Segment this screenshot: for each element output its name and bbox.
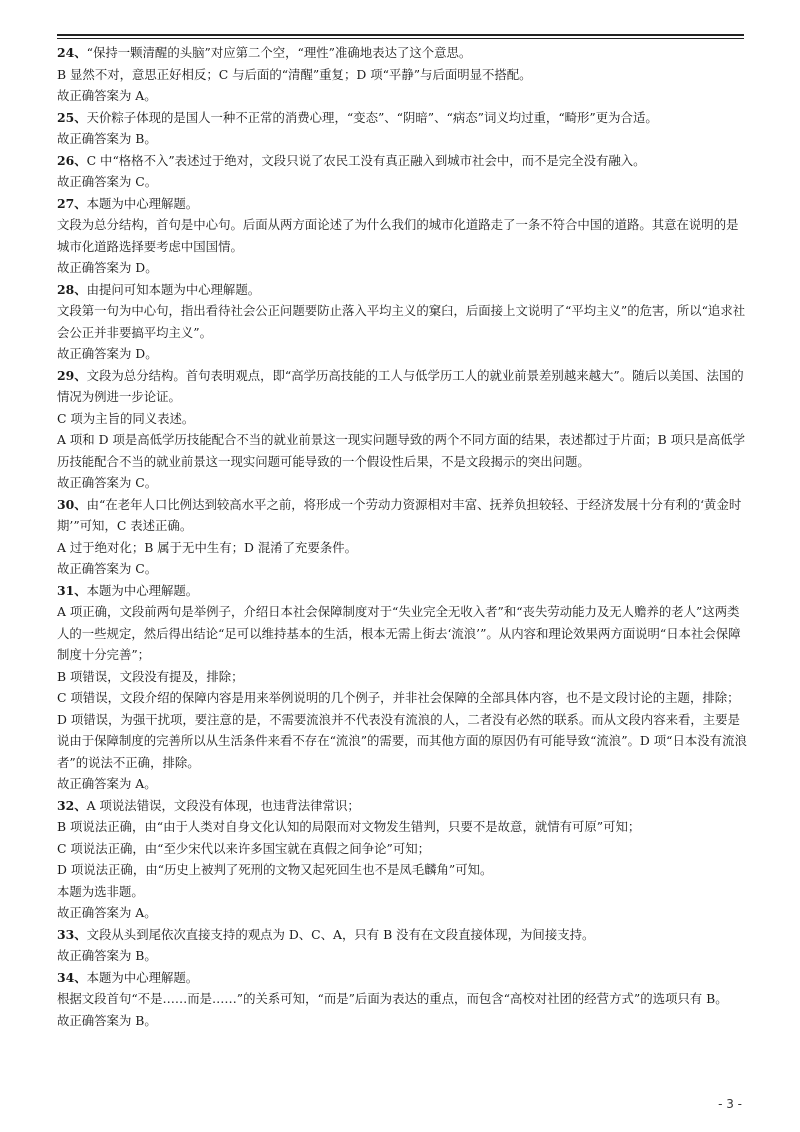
explanation-text: C 项错误，文段介绍的保障内容是用来举例说明的几个例子，并非社会保障的全部具体内容，也不是文段讨论的主题，排除； [57,690,740,705]
header-rule-thin [57,38,744,39]
explanation-line [57,300,747,343]
question-explanation [57,580,747,602]
explanation-text: 本题为选非题。 [57,883,144,899]
explanation-line [57,666,747,688]
explanation-line [57,257,747,279]
question-explanation [57,107,747,129]
explanation-text: 故正确答案为 A。 [57,776,157,791]
question-number: 33、 [57,926,87,942]
explanation-line [57,1010,747,1032]
question-explanation [57,193,747,215]
explanation-line [57,472,747,494]
question-number: 26、 [57,152,87,168]
explanation-text: 由“在老年人口比例达到较高水平之前，将形成一个劳动力资源相对丰富、抚养负担较轻、于经济发展十分有利的‘黄金时期’”可知，C 表述正确。 [57,496,742,533]
question-explanation [57,150,747,172]
explanation-line [57,687,747,709]
question-number: 30、 [57,496,87,512]
explanation-text: C 中“格格不入”表述过于绝对，文段只说了农民工没有真正融入到城市社会中，而不是完全没有融入。 [86,152,646,168]
explanation-text: 文段为总分结构，首句是中心句。后面从两方面论述了为什么我们的城市化道路走了一条不符合中国的道路。其意在说明的是城市化道路选择要考虑中国国情。 [57,217,739,254]
explanation-line [57,128,747,150]
question-number: 28、 [57,281,87,297]
question-number: 24、 [57,45,87,60]
explanation-text: 故正确答案为 B。 [57,1012,157,1028]
explanation-line [57,902,747,924]
explanation-text: 文段为总分结构。首句表明观点，即“高学历高技能的工人与低学历工人的就业前景差别越来越大”。随后以美国、法国的情况为例进一步论证。 [57,367,744,404]
explanation-line [57,881,747,903]
explanation-text: 天价粽子体现的是国人一种不正常的消费心理，“变态”、“阴暗”、“病态”词义均过重，“畸形”更为合适。 [86,109,658,125]
explanation-line [57,988,747,1010]
explanation-line [57,64,747,86]
explanation-line [57,816,747,838]
explanation-text: 故正确答案为 D。 [57,346,158,361]
explanation-text: 文段从头到尾依次直接支持的观点为 D、C、A，只有 B 没有在文段直接体现，为间接支持。 [86,926,595,942]
explanation-text: 故正确答案为 A。 [57,905,157,920]
explanation-text: 故正确答案为 A。 [57,88,157,103]
explanation-text: 本题为中心理解题。 [86,582,199,598]
header-rule-thick [57,34,744,36]
explanation-text: A 过于绝对化；B 属于无中生有；D 混淆了充要条件。 [57,539,358,555]
explanation-text: D 项错误，为强干扰项，要注意的是，不需要流浪并不代表没有流浪的人，二者没有必然的联系。而从文段内容来看，主要是说由于保障制度的完善所以从生活条件来看不存在“流浪”的需要，而其他方面的原因仍有可能导致“流浪”。D 项“日本没有流浪者”的说法不正确，排除。 [57,711,747,770]
question-number: 32、 [57,797,87,813]
explanation-text: 故正确答案为 C。 [57,174,158,189]
explanation-text: D 项说法正确，由“历史上被判了死刑的文物又起死回生也不是凤毛麟角”可知。 [57,862,493,877]
explanation-line [57,429,747,472]
answer-explanations [57,42,747,1031]
explanation-text: A 项正确，文段前两句是举例子，介绍日本社会保障制度对于“失业完全无收入者”和“丧失劳动能力及无人赡养的老人”这两类人的一些规定，然后得出结论“足可以维持基本的生活，根本无需上街去‘流浪’”。从内容和理论效果两方面说明“日本社会保障制度十分完善”； [57,604,741,662]
explanation-text: “保持一颗清醒的头脑”对应第二个空，“理性”准确地表达了这个意思。 [86,45,472,60]
explanation-text: B 显然不对，意思正好相反；C 与后面的“清醒”重复；D 项“平静”与后面明显不搭配。 [57,66,532,82]
explanation-text: 本题为中心理解题。 [86,969,199,985]
explanation-text: 根据文段首句“不是……而是……”的关系可知，“而是”后面为表达的重点，而包含“高校对社团的经营方式”的选项只有 B。 [57,991,728,1006]
explanation-text: 由提问可知本题为中心理解题。 [86,281,261,297]
explanation-line [57,558,747,580]
explanation-text: 故正确答案为 B。 [57,131,157,146]
question-explanation [57,795,747,817]
explanation-text: A 项和 D 项是高低学历技能配合不当的就业前景这一现实问题导致的两个不同方面的结果，表述都过于片面；B 项只是高低学历技能配合不当的就业前景这一现实问题可能导致的一个假设性后果，不是文段揭示的突出问题。 [57,432,746,469]
question-explanation [57,924,747,946]
explanation-text: B 项错误，文段没有提及，排除； [57,668,244,684]
explanation-text: C 项说法正确，由“至少宋代以来许多国宝就在真假之间争论”可知； [57,840,431,856]
explanation-line [57,709,747,774]
explanation-text: 故正确答案为 B。 [57,948,157,963]
question-number: 25、 [57,109,87,125]
question-explanation [57,42,747,64]
explanation-text: C 项为主旨的同义表述。 [57,410,195,426]
question-number: 34、 [57,969,87,985]
explanation-line [57,214,747,257]
explanation-line [57,343,747,365]
explanation-text: B 项说法正确，由“由于人类对自身文化认知的局限而对文物发生错判，只要不是故意，就情有可原”可知； [57,819,641,834]
question-explanation [57,279,747,301]
explanation-text: 故正确答案为 D。 [57,260,158,275]
question-number: 31、 [57,582,87,598]
explanation-text: 故正确答案为 C。 [57,475,158,490]
explanation-text: 故正确答案为 C。 [57,561,158,576]
explanation-line [57,408,747,430]
explanation-text: 本题为中心理解题。 [86,195,199,211]
question-number: 27、 [57,195,87,211]
explanation-line [57,838,747,860]
explanation-text: 文段第一句为中心句，指出看待社会公正问题要防止落入平均主义的窠臼，后面接上文说明了“平均主义”的危害，所以“追求社会公正并非要搞平均主义”。 [57,303,746,340]
question-explanation [57,967,747,989]
explanation-text: A 项说法错误，文段没有体现，也违背法律常识； [86,797,360,813]
explanation-line [57,859,747,881]
page-number: - 3 - [718,1097,742,1111]
question-number: 29、 [57,367,87,383]
explanation-line [57,773,747,795]
question-explanation [57,365,747,408]
explanation-line [57,945,747,967]
explanation-line [57,537,747,559]
explanation-line [57,171,747,193]
explanation-line [57,85,747,107]
question-explanation [57,494,747,537]
explanation-line [57,601,747,666]
